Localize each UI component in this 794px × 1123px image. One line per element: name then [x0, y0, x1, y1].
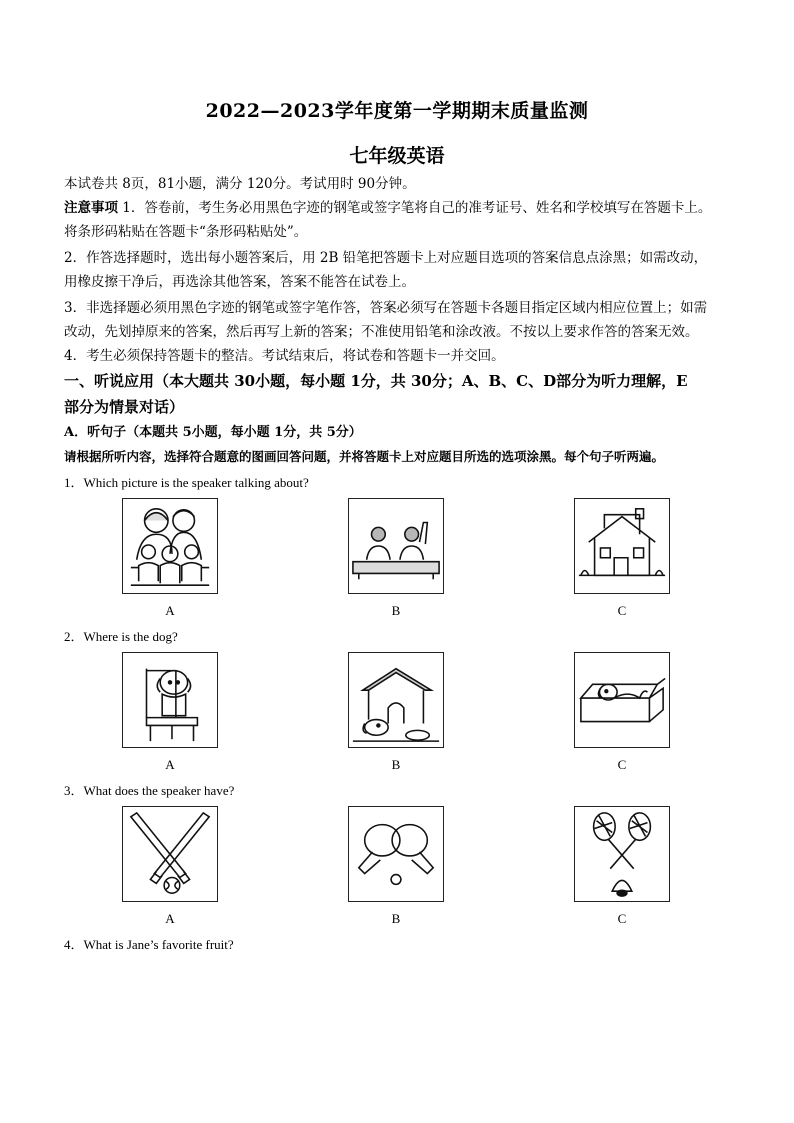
- option-1b[interactable]: [348, 498, 444, 594]
- option-2c-label: C: [617, 757, 627, 772]
- question-1: 1．Which picture is the speaker talking about?: [64, 475, 309, 490]
- option-2b[interactable]: [348, 652, 444, 748]
- part-a-title: A．听句子（本题共 5小题，每小题 1分，共 5分）: [64, 425, 362, 440]
- notice-item-3: 3．非选择题必须用黑色字迹的钢笔或签字笔作答，答案必须写在答题卡各题目指定区域内相应位置上；如需: [64, 300, 708, 316]
- dog-by-doghouse-icon: [349, 653, 443, 747]
- students-desk-icon: [349, 499, 443, 593]
- notice-item-3-cont: 改动，先划掉原来的答案，然后再写上新的答案；不准使用铅笔和涂改液。不按以上要求作答的答案无效。: [64, 324, 699, 340]
- option-1a[interactable]: [122, 498, 218, 594]
- notice-label: 注意事项: [64, 200, 118, 216]
- dog-on-chair-icon: [123, 653, 217, 747]
- family-icon: [123, 499, 217, 593]
- question-2: 2．Where is the dog?: [64, 629, 178, 644]
- baseball-bats-icon: [123, 807, 217, 901]
- option-1c-label: C: [617, 603, 627, 618]
- notice-item-1-text: 1．答卷前，考生务必用黑色字迹的钢笔或签字笔将自己的准考证号、姓名和学校填写在答题卡上。: [122, 200, 712, 216]
- option-2b-label: B: [391, 757, 401, 772]
- option-3c-label: C: [617, 911, 627, 926]
- option-3c[interactable]: [574, 806, 670, 902]
- section-heading: 一、听说应用（本大题共 30小题，每小题 1分，共 30分；A、B、C、D部分为听力理解，E: [64, 372, 688, 390]
- section-heading-cont: 部分为情景对话）: [64, 398, 185, 416]
- option-3a-label: A: [165, 911, 175, 926]
- option-1b-label: B: [391, 603, 401, 618]
- option-1c[interactable]: [574, 498, 670, 594]
- dog-in-box-icon: [575, 653, 669, 747]
- exam-title: 2022—2023学年度第一学期期末质量监测: [205, 100, 589, 122]
- intro-line: 本试卷共 8页，81小题，满分 120分。考试用时 90分钟。: [64, 176, 416, 192]
- notice-item-1-cont: 将条形码粘贴在答题卡“条形码粘贴处”。: [64, 224, 308, 240]
- notice-item-4: 4．考生必须保持答题卡的整洁。考试结束后，将试卷和答题卡一并交回。: [64, 348, 505, 364]
- ping-pong-paddles-icon: [349, 807, 443, 901]
- notice-item-2-cont: 用橡皮擦干净后，再选涂其他答案，答案不能答在试卷上。: [64, 274, 415, 290]
- option-2a-label: A: [165, 757, 175, 772]
- option-3a[interactable]: [122, 806, 218, 902]
- option-1a-label: A: [165, 603, 175, 618]
- option-3b-label: B: [391, 911, 401, 926]
- part-a-directions: 请根据所听内容，选择符合题意的图画回答问题，并将答题卡上对应题目所选的选项涂黑。每个句子听两遍。: [64, 449, 665, 464]
- notice-item-1: [64, 197, 744, 220]
- badminton-rackets-icon: [575, 807, 669, 901]
- option-2a[interactable]: [122, 652, 218, 748]
- question-4: 4．What is Jane’s favorite fruit?: [64, 937, 234, 952]
- house-icon: [575, 499, 669, 593]
- exam-subtitle: 七年级英语: [349, 145, 445, 167]
- option-3b[interactable]: [348, 806, 444, 902]
- notice-item-2: 2．作答选择题时，选出每小题答案后，用 2B 铅笔把答题卡上对应题目选项的答案信息点涂黑；如需改动，: [64, 250, 708, 266]
- option-2c[interactable]: [574, 652, 670, 748]
- question-3: 3．What does the speaker have?: [64, 783, 235, 798]
